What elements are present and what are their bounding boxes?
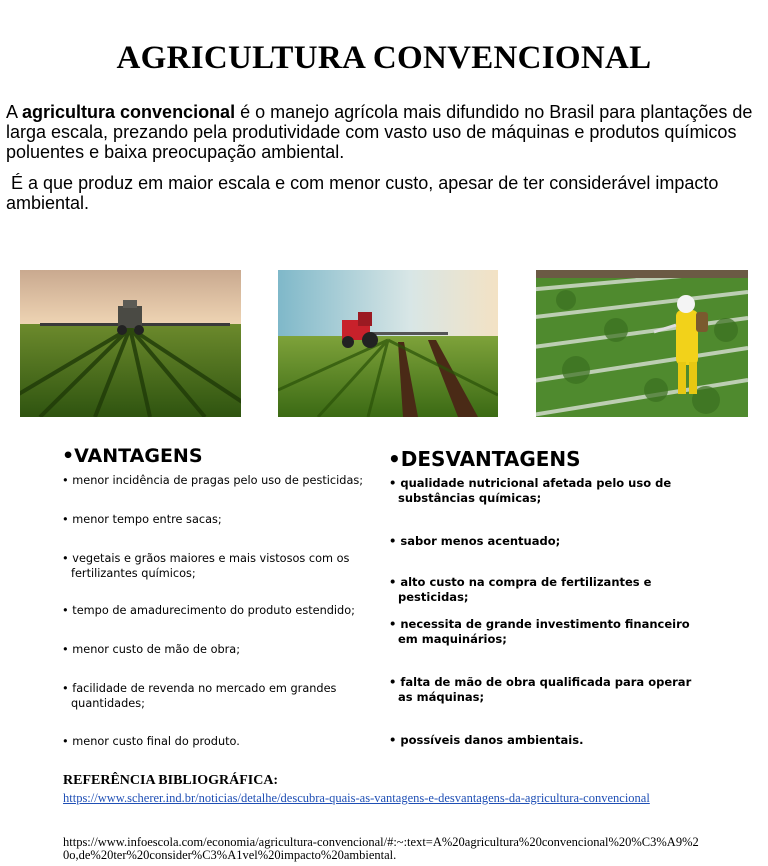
list-item: • menor incidência de pragas pelo uso de pesticidas; [62, 473, 363, 488]
intro-rest: é o manejo agrícola mais difundido no Brasil para plantações de larga escala, prezando pela produtividade com vasto uso de máquinas e produtos químicos poluentes e baixa preocupação ambiental. [6, 102, 753, 162]
vantagens-heading: •VANTAGENS [62, 445, 203, 467]
list-item: • menor tempo entre sacas; [62, 512, 222, 527]
list-item: • sabor menos acentuado; [389, 534, 560, 549]
list-item: • alto custo na compra de fertilizantes e pesticidas; [389, 575, 709, 605]
tractor-spraying-field-photo [20, 270, 241, 417]
page-title: AGRICULTURA CONVENCIONAL [116, 40, 652, 76]
red-tractor-field-photo [278, 270, 498, 417]
reference-link[interactable]: https://www.scherer.ind.br/noticias/detalhe/descubra-quais-as-vantagens-e-desvantagens-da-agricultura-convencional [63, 791, 650, 805]
worker-spraying-crops-photo [536, 270, 748, 417]
list-item: • necessita de grande investimento financeiro em maquinários; [389, 617, 709, 647]
intro-bold-term: agricultura convencional [22, 102, 236, 122]
list-item: • tempo de amadurecimento do produto estendido; [62, 603, 355, 618]
references-heading: REFERÊNCIA BIBLIOGRÁFICA: [63, 773, 279, 788]
intro-second-paragraph: É a que produz em maior escala e com menor custo, apesar de ter considerável impacto ambiental. [6, 173, 724, 213]
list-item: • possíveis danos ambientais. [389, 733, 583, 748]
intro-prefix: A [6, 102, 23, 122]
list-item: • falta de mão de obra qualificada para operar as máquinas; [389, 675, 709, 705]
desvantagens-heading: •DESVANTAGENS [388, 447, 581, 471]
list-item: • menor custo final do produto. [62, 734, 240, 749]
intro-paragraph [6, 102, 762, 162]
reference-text: https://www.infoescola.com/economia/agricultura-convencional/#:~:text=A%20agricultura%20convencional%20%C3%A9%20o,de%20ter%20consider%C3%A1vel%20impacto%20ambiental. [63, 835, 699, 862]
list-item: • qualidade nutricional afetada pelo uso de substâncias químicas; [389, 476, 709, 506]
list-item: • facilidade de revenda no mercado em grandes quantidades; [62, 681, 367, 711]
list-item: • menor custo de mão de obra; [62, 642, 240, 657]
list-item: • vegetais e grãos maiores e mais vistosos com os fertilizantes químicos; [62, 551, 367, 581]
